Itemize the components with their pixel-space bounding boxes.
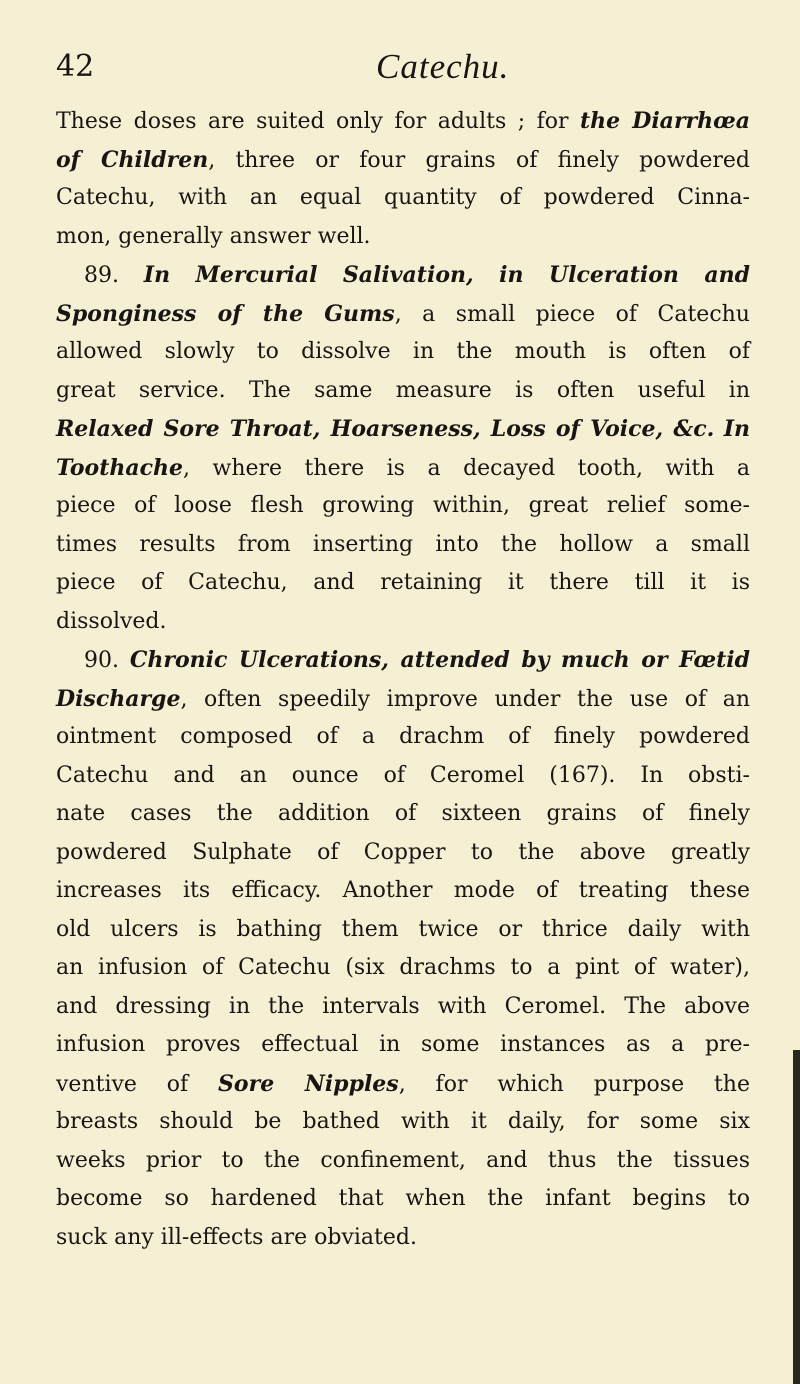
text-line: become so hardened that when the infant begins to [56, 1186, 750, 1211]
text-line: Relaxed Sore Throat, Hoarseness, Loss of Voice, &c. In [56, 416, 750, 442]
text-line: Discharge, often speedily improve under the use of an [56, 685, 750, 712]
text-line: Toothache, where there is a decayed tooth, with a [56, 454, 750, 481]
paragraph-90-start: 90. Chronic Ulcerations, attended by much or Fœtid [84, 647, 750, 673]
text-line: weeks prior to the confinement, and thus the tissues [56, 1147, 750, 1173]
text-line: Sponginess of the Gums, a small piece of Catechu [56, 300, 750, 327]
text-line: of Children, three or four grains of finely powdered [56, 146, 750, 173]
page-number: 42 [56, 49, 95, 84]
text-line: piece of Catechu, and retaining it there till it is [56, 570, 750, 595]
text-line: great service. The same measure is often useful in [56, 377, 750, 403]
running-title: Catechu. [376, 47, 510, 86]
text-line: times results from inserting into the hollow a small [56, 531, 750, 557]
text-line: an infusion of Catechu (six drachms to a pint of water), [56, 955, 750, 980]
text-line: piece of loose flesh growing within, great relief some- [56, 493, 750, 518]
text-line: dissolved. [56, 608, 167, 634]
text-line: ointment composed of a drachm of finely powdered [56, 724, 750, 749]
text-line: nate cases the addition of sixteen grains of finely [56, 801, 750, 826]
text-line: mon, generally answer well. [56, 223, 371, 249]
text-line: ventive of Sore Nipples, for which purpose the [56, 1070, 750, 1097]
text-line: increases its efficacy. Another mode of treating these [56, 878, 750, 903]
text-line: powdered Sulphate of Copper to the above greatly [56, 839, 750, 865]
text-line: These doses are suited only for adults ; for the Diarrhœa [56, 108, 750, 134]
text-line: allowed slowly to dissolve in the mouth is often of [56, 339, 750, 364]
page-header [56, 47, 746, 91]
text-line: Catechu and an ounce of Ceromel (167). In obsti- [56, 762, 750, 788]
paragraph-89-start: 89. In Mercurial Salivation, in Ulceration and [84, 262, 751, 288]
body-text [56, 102, 750, 1257]
page-edge-shadow [793, 1050, 800, 1384]
text-line: suck any ill-effects are obviated. [56, 1224, 417, 1250]
text-line: old ulcers is bathing them twice or thrice daily with [56, 916, 750, 942]
text-line: and dressing in the intervals with Ceromel. The above [56, 993, 750, 1019]
text-line: breasts should be bathed with it daily, for some six [56, 1109, 750, 1134]
text-line: Catechu, with an equal quantity of powdered Cinna- [56, 185, 750, 210]
text-line: infusion proves effectual in some instances as a pre- [56, 1032, 750, 1057]
